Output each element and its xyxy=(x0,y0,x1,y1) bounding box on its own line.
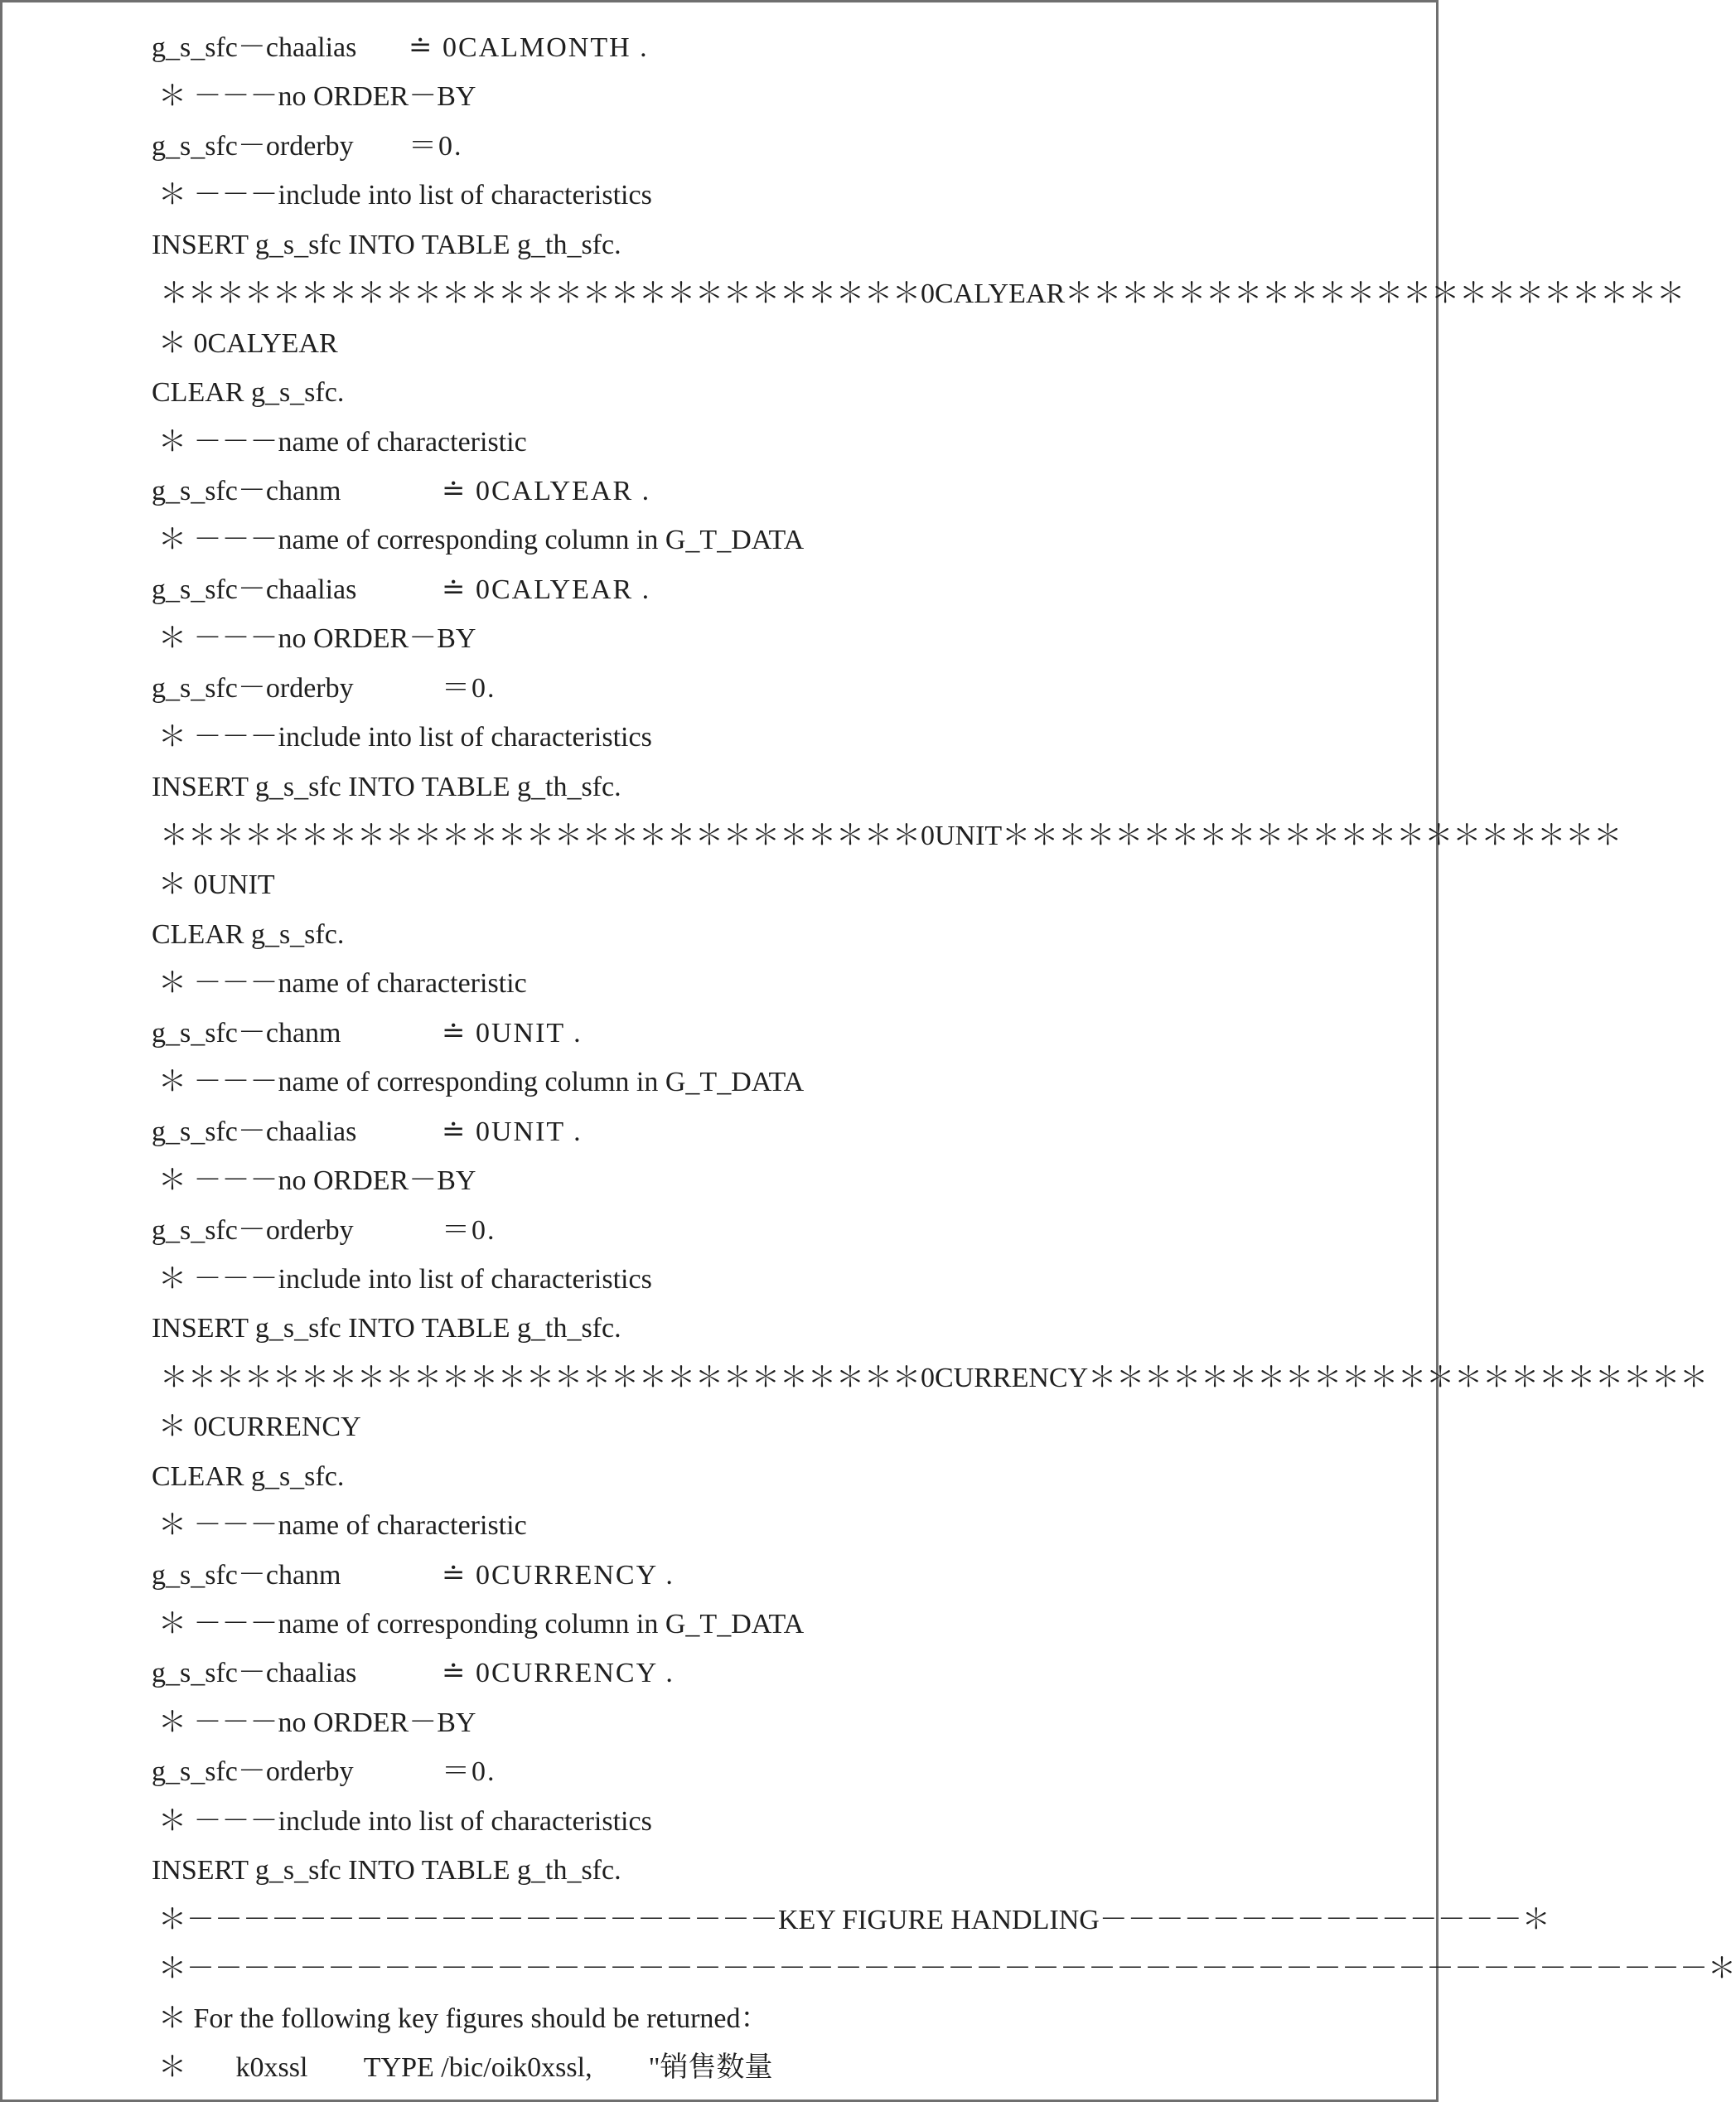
code-line-comment: ＊ －－－name of characteristic xyxy=(158,426,527,458)
code-line-comment: ＊ －－－name of corresponding column in G_T_DATA xyxy=(158,1609,805,1639)
code-line-comment: ＊ 0CURRENCY xyxy=(158,1412,361,1443)
code-line-comment: ＊ 0CALYEAR xyxy=(158,327,338,359)
field-name: g_s_sfc－orderby xyxy=(152,1214,354,1246)
code-line-key-figure-header: ＊－－－－－－－－－－－－－－－－－－－－－KEY FIGURE HANDLING－－－－－－－－－－－－－－－＊ xyxy=(158,1904,1550,1935)
assigned-value: ≐ 0CURRENCY . xyxy=(442,1658,675,1689)
code-line-comment: ＊ －－－no ORDER－BY xyxy=(158,1707,476,1738)
assigned-value: ≐ 0UNIT . xyxy=(442,1116,583,1147)
code-line-assignment xyxy=(152,1206,1411,1255)
code-line-comment: ＊ －－－no ORDER－BY xyxy=(158,1165,476,1197)
field-name: g_s_sfc－chanm xyxy=(152,475,341,506)
assigned-value: ＝0. xyxy=(442,1214,496,1246)
field-name: g_s_sfc－orderby xyxy=(152,1756,354,1788)
assigned-value: ≐ 0CALYEAR . xyxy=(442,574,651,605)
code-line-assignment xyxy=(152,565,1411,614)
code-line-statement: CLEAR g_s_sfc. xyxy=(152,1460,345,1492)
code-line-statement: INSERT g_s_sfc INTO TABLE g_th_sfc. xyxy=(152,771,621,802)
code-line-statement: INSERT g_s_sfc INTO TABLE g_th_sfc. xyxy=(152,1855,621,1886)
field-name: g_s_sfc－chaalias xyxy=(152,1658,357,1689)
assigned-value: ＝0. xyxy=(442,1756,496,1788)
code-line-comment: ＊ 0UNIT xyxy=(158,869,275,901)
code-line-comment: ＊ －－－name of corresponding column in G_T_DATA xyxy=(158,525,805,556)
abap-code-listing xyxy=(152,23,1736,2092)
field-name: g_s_sfc－chaalias xyxy=(152,574,357,605)
code-line-assignment xyxy=(152,664,1411,713)
field-name: g_s_sfc－chaalias xyxy=(152,32,357,63)
code-line-comment: ＊ －－－no ORDER－BY xyxy=(158,623,476,655)
code-line-comment: ＊ －－－include into list of characteristics xyxy=(158,180,652,211)
field-name: g_s_sfc－chaalias xyxy=(152,1116,357,1147)
code-line-assignment xyxy=(152,1551,1411,1600)
code-line-comment: ＊ －－－no ORDER－BY xyxy=(158,81,476,113)
code-line-comment: ＊ －－－name of characteristic xyxy=(158,968,527,1000)
code-line-assignment xyxy=(152,1107,1411,1156)
assigned-value: ≐ 0UNIT . xyxy=(442,1017,583,1049)
code-line-assignment xyxy=(152,122,1411,171)
code-line-comment: ＊ －－－name of corresponding column in G_T_DATA xyxy=(158,1067,805,1098)
code-line-comment: ＊ －－－name of characteristic xyxy=(158,1510,527,1542)
code-line-comment: ＊ For the following key figures should be returned： xyxy=(158,2003,769,2034)
assigned-value: ＝0. xyxy=(409,130,463,162)
assigned-value: ≐ 0CURRENCY . xyxy=(442,1559,675,1591)
code-line-assignment xyxy=(152,1747,1411,1796)
code-line-comment: ＊ －－－include into list of characteristics xyxy=(158,722,652,753)
field-name: g_s_sfc－orderby xyxy=(152,672,354,704)
code-line-statement: INSERT g_s_sfc INTO TABLE g_th_sfc. xyxy=(152,229,621,260)
code-line-statement: CLEAR g_s_sfc. xyxy=(152,377,345,409)
field-name: g_s_sfc－orderby xyxy=(152,130,354,162)
code-line-comment: ＊ －－－include into list of characteristics xyxy=(158,1805,652,1837)
code-line-statement: CLEAR g_s_sfc. xyxy=(152,918,345,950)
code-line-comment: ＊ －－－include into list of characteristics xyxy=(158,1263,652,1295)
code-line-section-divider: ＊＊＊＊＊＊＊＊＊＊＊＊＊＊＊＊＊＊＊＊＊＊＊＊＊＊＊0UNIT＊＊＊＊＊＊＊＊＊＊＊＊＊＊＊＊＊＊＊＊＊＊ xyxy=(160,821,1622,851)
code-line-assignment xyxy=(152,467,1411,516)
code-line-section-divider: ＊＊＊＊＊＊＊＊＊＊＊＊＊＊＊＊＊＊＊＊＊＊＊＊＊＊＊0CURRENCY＊＊＊＊＊＊＊＊＊＊＊＊＊＊＊＊＊＊＊＊＊＊ xyxy=(160,1362,1709,1393)
code-line-comment: ＊ k0xssl TYPE /bic/oik0xssl, "销售数量 xyxy=(158,2051,773,2083)
assigned-value: ≐ 0CALYEAR . xyxy=(442,475,651,506)
code-line-assignment xyxy=(152,1009,1411,1058)
code-line-assignment xyxy=(152,1649,1411,1698)
code-line-dash-divider: ＊－－－－－－－－－－－－－－－－－－－－－－－－－－－－－－－－－－－－－－－－－－－－－－－－－－－－－－＊ xyxy=(158,1954,1736,1985)
code-line-section-divider: ＊＊＊＊＊＊＊＊＊＊＊＊＊＊＊＊＊＊＊＊＊＊＊＊＊＊＊0CALYEAR＊＊＊＊＊＊＊＊＊＊＊＊＊＊＊＊＊＊＊＊＊＊ xyxy=(160,278,1685,310)
code-line-statement: INSERT g_s_sfc INTO TABLE g_th_sfc. xyxy=(152,1313,621,1344)
field-name: g_s_sfc－chanm xyxy=(152,1017,341,1049)
code-line-assignment xyxy=(152,23,1411,72)
assigned-value: ≐ 0CALMONTH . xyxy=(409,32,649,63)
assigned-value: ＝0. xyxy=(442,672,496,704)
field-name: g_s_sfc－chanm xyxy=(152,1559,341,1591)
